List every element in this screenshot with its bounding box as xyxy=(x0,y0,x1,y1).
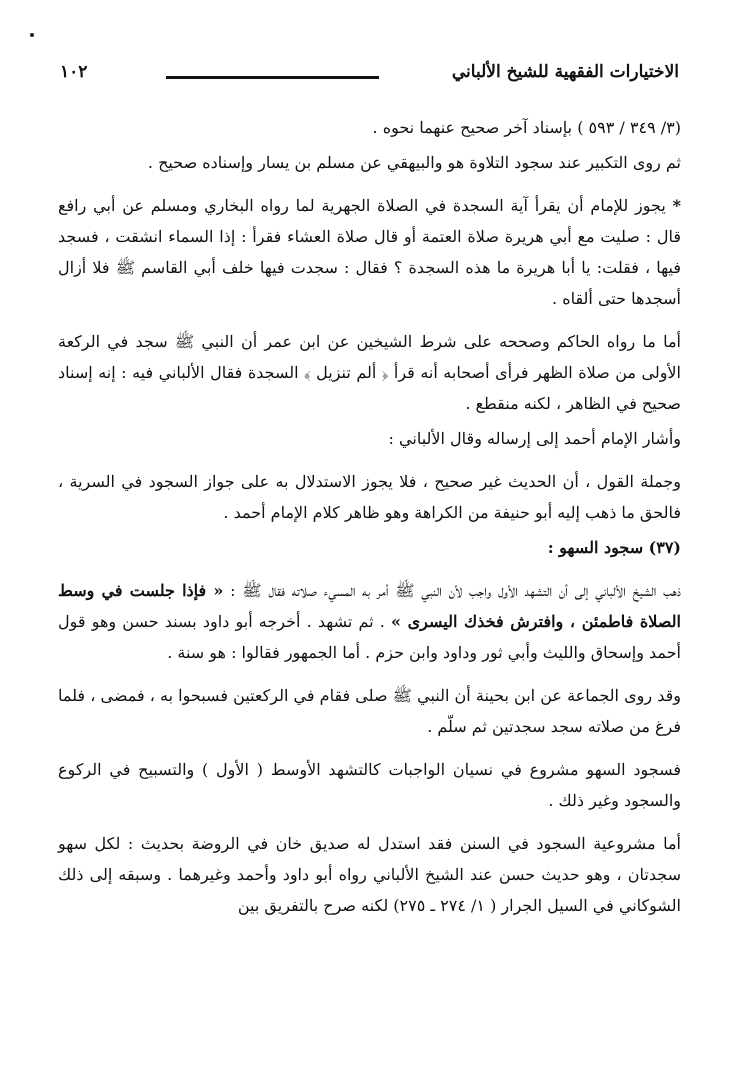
paragraph-5: وأشار الإمام أحمد إلى إرساله وقال الألباني : xyxy=(388,429,681,448)
section-heading: (٣٧) سجود السهو : xyxy=(547,538,681,557)
running-header xyxy=(60,58,679,92)
star-marker: * xyxy=(672,196,681,215)
paragraph-7-tail: . ثم تشهد . أخرجه أبو داود بسند حسن وهو قول أحمد وإسحاق والليث وأبي ثور وداود وابن حزم . أما الجمهور فقالوا : هو سنة . xyxy=(58,612,681,662)
page-body xyxy=(58,112,681,933)
paragraph-7-lead: ذهب الشيخ الألباني إلى أن التشهد الأول واجب لأن النبي ﷺ أمر به المسيء صلاته فقال ﷺ : xyxy=(223,581,681,600)
paragraph-10: أما مشروعية السجود في السنن فقد استدل له صديق خان في الروضة بحديث : لكل سهو سجدتان ، وهو حديث حسن عند الشيخ الألباني رواه أبو داود وأحمد وغيرهما . وسبقه إلى ذلك الشوكاني في السيل الجرار ( ١/ ٢٧٤ ـ ٢٧٥) لكنه صرح بالتفريق بين xyxy=(58,834,681,915)
paragraph-3 xyxy=(58,190,681,314)
paragraph-3-text: يجوز للإمام أن يقرأ آية السجدة في الصلاة الجهرية لما رواه البخاري ومسلم عن أبي رافع قال : صليت مع أبي هريرة صلاة العتمة أو قال صلاة العشاء فقرأ : إذا السماء انشقت ، فسجد فيها ، فقلت: يا أبا هريرة ما هذه السجدة ؟ فقال : سجدت فيها خلف أبي القاسم ﷺ فلا أزال أسجدها حتى ألقاه . xyxy=(58,196,681,308)
hadith-quote: « فإذا جلست في وسط الصلاة فاطمئن ، وافترش فخذك اليسرى » xyxy=(58,581,682,631)
paragraph-6: وجملة القول ، أن الحديث غير صحيح ، فلا يجوز الاستدلال به على جواز السجود في السرية ، فالحق ما ذهب إليه أبو حنيفة من الكراهة وهو ظاهر كلام الإمام أحمد . xyxy=(58,472,681,522)
scan-speck xyxy=(30,33,34,37)
page-number: ١٠٢ xyxy=(60,62,88,82)
header-title: الاختيارات الفقهية للشيخ الألباني xyxy=(451,62,679,82)
paragraph-4: أما ما رواه الحاكم وصححه على شرط الشيخين عن ابن عمر أن النبي ﷺ سجد في الركعة الأولى من صلاة الظهر فرأى أصحابه أنه قرأ ﴿ ألم تنزيل ﴾ السجدة فقال الألباني فيه : إنه إسناد صحيح في الظاهر ، لكنه منقطع . xyxy=(58,332,681,413)
paragraph-9: فسجود السهو مشروع في نسيان الواجبات كالتشهد الأوسط ( الأول ) والتسبيح في الركوع والسجود وغير ذلك . xyxy=(58,760,681,810)
paragraph-8: وقد روى الجماعة عن ابن بحينة أن النبي ﷺ صلى فقام في الركعتين فسبحوا به ، فمضى ، فلما فرغ من صلاته سجد سجدتين ثم سلّم . xyxy=(58,686,681,736)
paragraph-2: ثم روى التكبير عند سجود التلاوة هو والبيهقي عن مسلم بن يسار وإسناده صحيح . xyxy=(147,153,681,172)
header-rule xyxy=(166,76,379,79)
paragraph-7 xyxy=(58,575,681,668)
paragraph-1: (٣/ ٣٤٩ / ٥٩٣ ) بإسناد آخر صحيح عنهما نحوه . xyxy=(372,118,681,137)
